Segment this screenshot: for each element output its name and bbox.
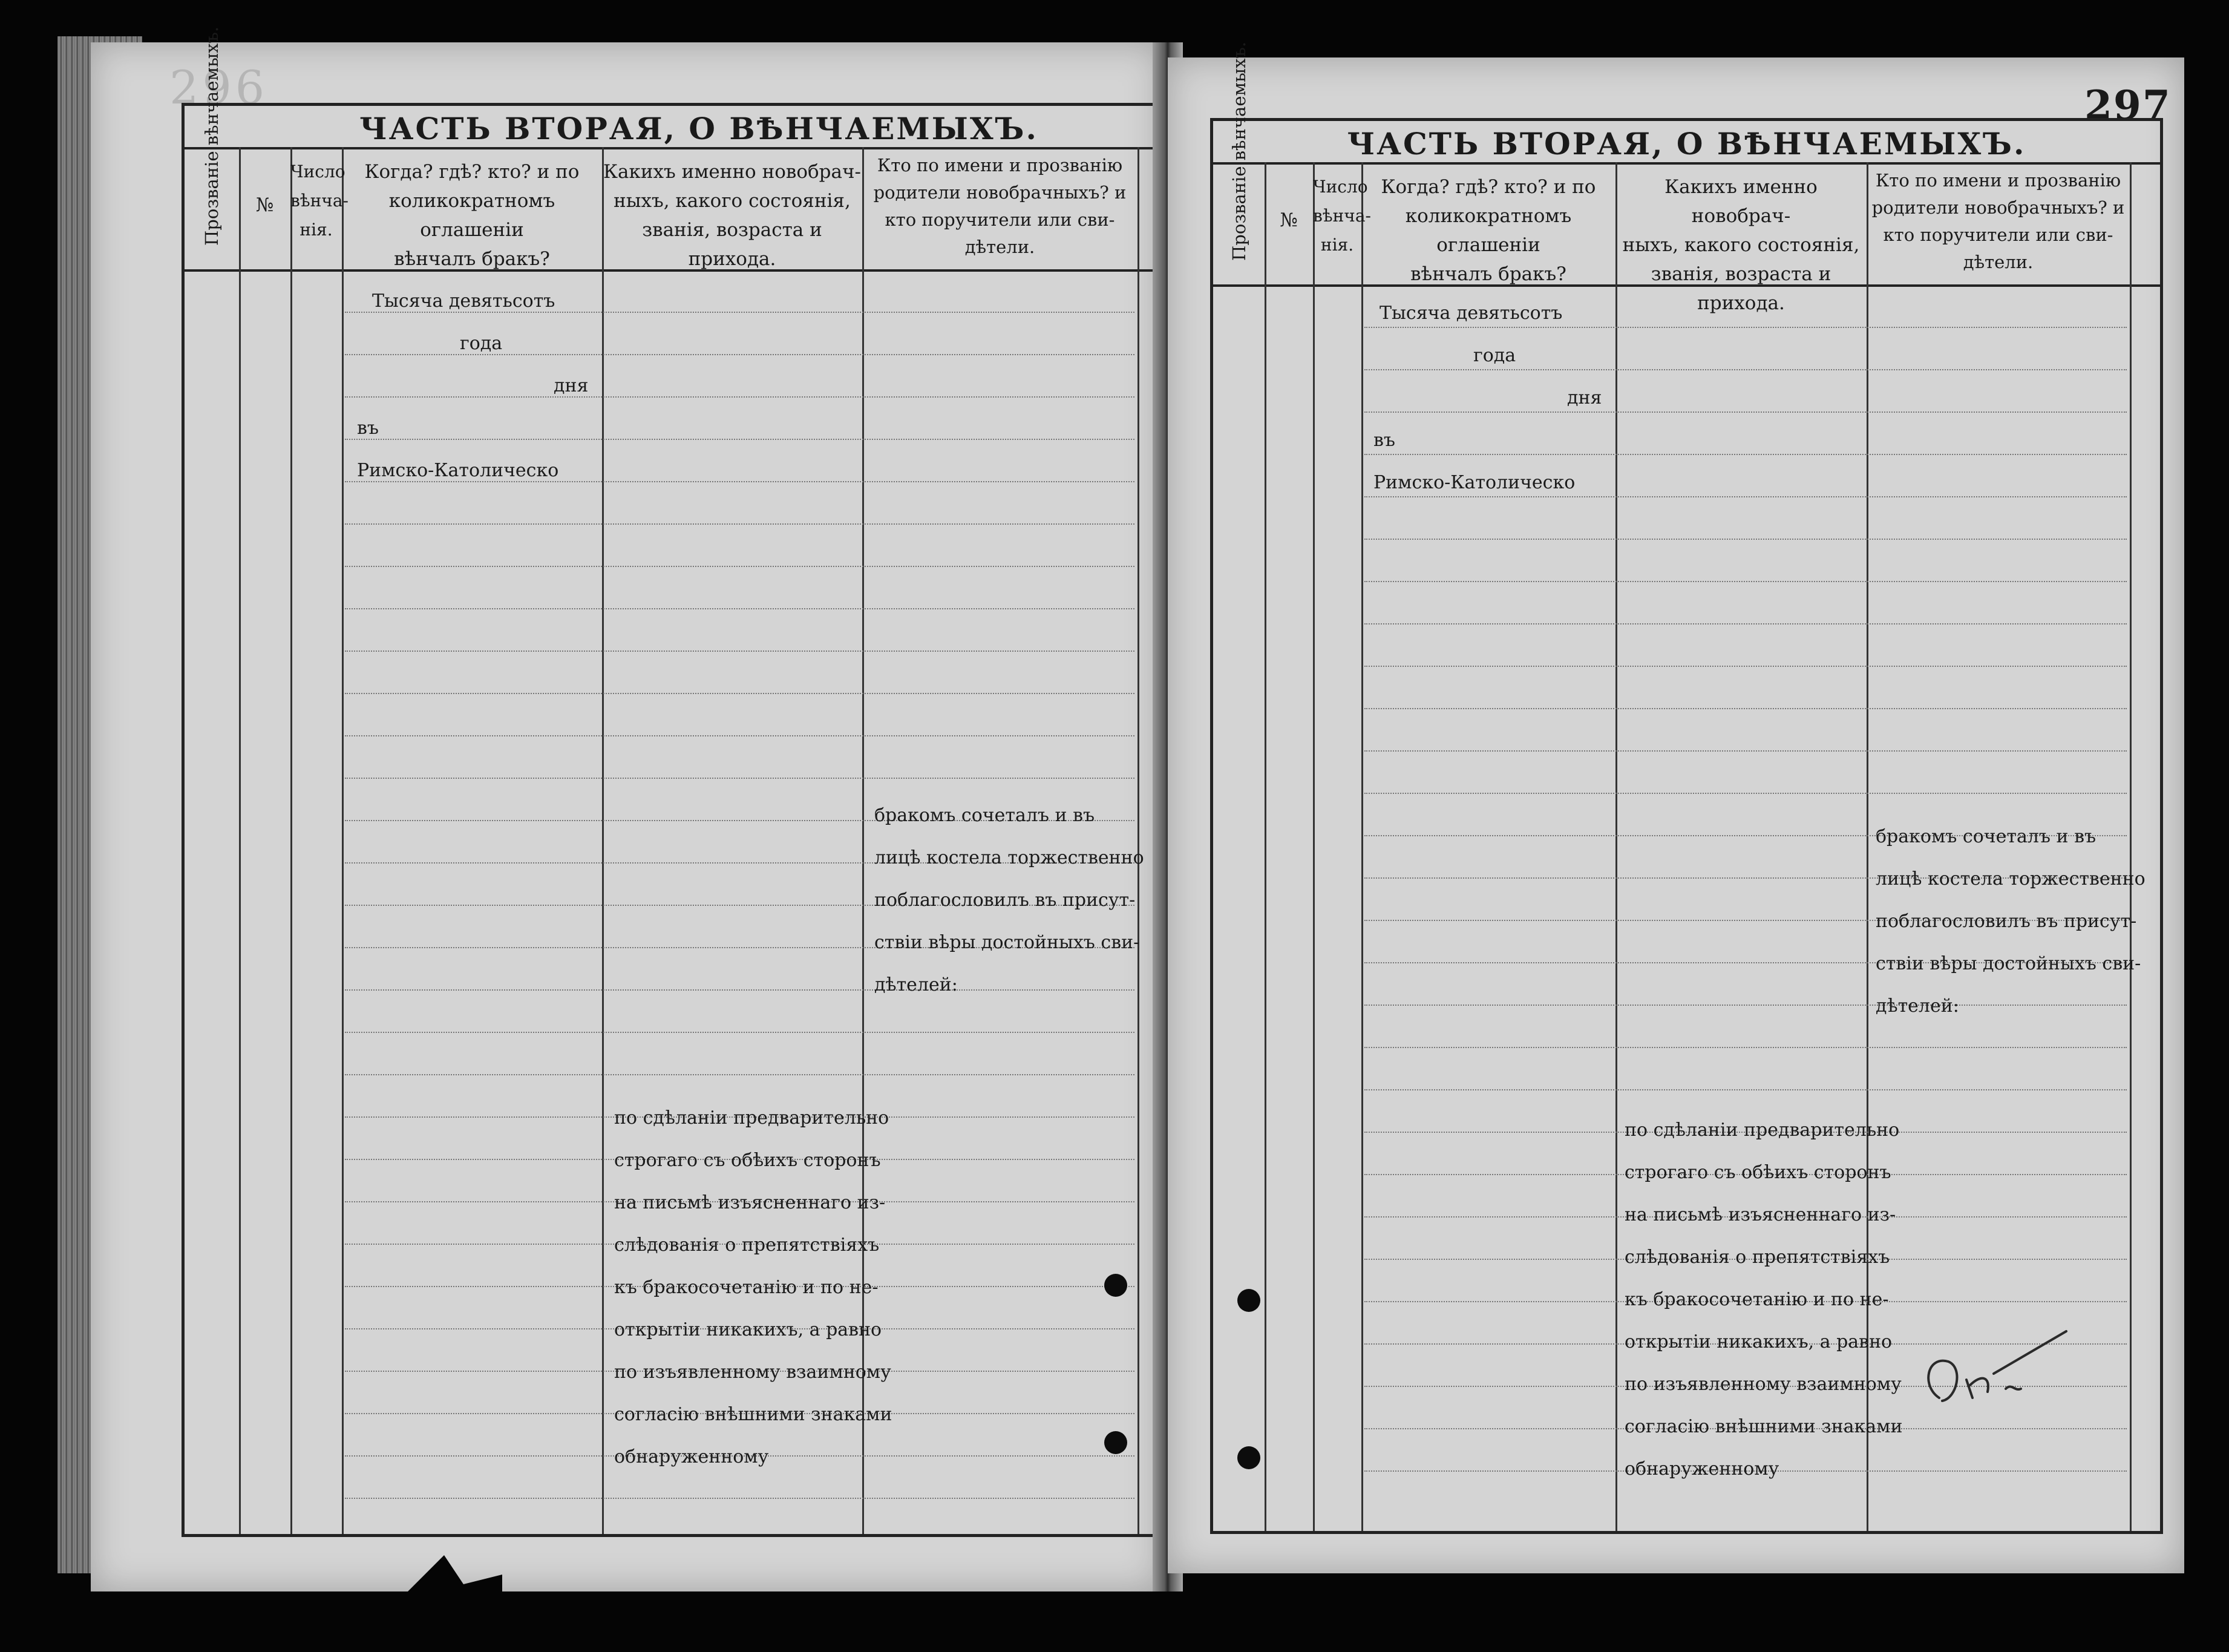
blessing-line-4: ствiи вѣры достойныхъ сви- bbox=[1876, 953, 2141, 974]
inquiry-line-3: на письмѣ изъясненнаго из- bbox=[614, 1192, 886, 1213]
blessing-line-2: лицѣ костела торжественно bbox=[874, 847, 1144, 868]
right-page bbox=[1168, 41, 2184, 1573]
inquiry-line-1: по сдѣланiи предварительно bbox=[614, 1107, 889, 1129]
page-number: 297 bbox=[2084, 82, 2172, 129]
blessing-line-3: поблагословилъ въ присут- bbox=[874, 890, 1136, 911]
when-line-2: года bbox=[460, 333, 503, 354]
blessing-line-4: ствiи вѣры достойныхъ сви- bbox=[874, 932, 1140, 953]
header-who: Какихъ именно новобрач- ныхъ, какого состоянія, званія, возраста и прихода. bbox=[1622, 176, 1860, 314]
blessing-line-2: лицѣ костела торжественно bbox=[1876, 868, 2146, 890]
blessing-line-5: дѣтелей: bbox=[1876, 995, 1959, 1017]
inquiry-line-8: согласію внѣшними знаками bbox=[1625, 1416, 1903, 1437]
blessing-line-3: поблагословилъ въ присут- bbox=[1876, 911, 2137, 932]
inquiry-line-5: къ бракосочетанію и по не- bbox=[614, 1277, 879, 1298]
torn-corner bbox=[405, 1555, 502, 1652]
binding-hole bbox=[1237, 1446, 1260, 1469]
header-number: № bbox=[255, 194, 274, 216]
when-line-5: Римско-Католическо bbox=[357, 460, 559, 481]
when-line-1: Тысяча девятьсотъ bbox=[372, 290, 555, 312]
when-line-1: Тысяча девятьсотъ bbox=[1380, 303, 1563, 324]
header-who: Какихъ именно новобрач- ныхъ, какого состоянія, званія, возраста и прихода. bbox=[603, 161, 861, 270]
binding-hole bbox=[1104, 1274, 1127, 1297]
bleed-through-page-number: 296 bbox=[169, 61, 269, 114]
inquiry-line-6: открытіи никакихъ, а равно bbox=[1625, 1331, 1893, 1352]
inquiry-line-8: согласію внѣшними знаками bbox=[614, 1404, 892, 1425]
binding-hole bbox=[1237, 1289, 1260, 1312]
left-page bbox=[91, 26, 1162, 1591]
blessing-line-1: бракомъ сочеталъ и въ bbox=[1876, 826, 2096, 847]
inquiry-line-9: обнаруженному bbox=[1625, 1458, 1779, 1480]
inquiry-line-7: по изъявленному взаимному bbox=[614, 1362, 891, 1383]
when-line-5: Римско-Католическо bbox=[1373, 472, 1576, 493]
binding-hole bbox=[1104, 1431, 1127, 1454]
inquiry-line-9: обнаруженному bbox=[614, 1446, 769, 1467]
when-line-3: дня bbox=[1567, 387, 1602, 408]
inquiry-line-4: слѣдованія о препятствiяхъ bbox=[1625, 1247, 1890, 1268]
page-title: ЧАСТЬ ВТОРАЯ, О ВѢНЧАЕМЫХЪ. bbox=[359, 111, 1038, 146]
when-line-4: въ bbox=[1373, 430, 1395, 451]
blessing-line-5: дѣтелей: bbox=[874, 974, 958, 995]
inquiry-line-4: слѣдованія о препятствiяхъ bbox=[614, 1234, 880, 1256]
header-when: Когда? гдѣ? кто? и по коликократномъ оглашенiи вѣнчалъ бракъ? bbox=[1381, 176, 1596, 285]
inquiry-line-5: къ бракосочетанію и по не- bbox=[1625, 1289, 1889, 1310]
header-number: № bbox=[1280, 209, 1298, 231]
inquiry-line-1: по сдѣланiи предварительно bbox=[1625, 1119, 1900, 1141]
page-title: ЧАСТЬ ВТОРАЯ, О ВѢНЧАЕМЫХЪ. bbox=[1347, 126, 2026, 162]
inquiry-line-2: строгаго съ обѣихъ сторонъ bbox=[614, 1150, 881, 1171]
blessing-line-1: бракомъ сочеталъ и въ bbox=[874, 805, 1095, 826]
when-line-2: года bbox=[1473, 345, 1516, 366]
when-line-4: въ bbox=[357, 418, 379, 439]
header-surname: Прозванiе вѣнчаемыхъ. bbox=[201, 26, 222, 246]
when-line-3: дня bbox=[554, 375, 589, 396]
header-count: Число вѣнча- нія. bbox=[1313, 177, 1371, 255]
inquiry-line-3: на письмѣ изъясненнаго из- bbox=[1625, 1204, 1896, 1225]
header-count: Число вѣнча- нія. bbox=[290, 162, 349, 240]
header-surname: Прозванiе вѣнчаемыхъ. bbox=[1229, 41, 1249, 261]
header-parents: Кто по имени и прозванію родители новобрачныхъ? и кто поручители или сви- дѣтели. bbox=[873, 155, 1127, 257]
header-when: Когда? гдѣ? кто? и по коликократномъ оглашенiи вѣнчалъ бракъ? bbox=[364, 161, 580, 270]
header-parents: Кто по имени и прозванію родители новобрачныхъ? и кто поручители или сви- дѣтели. bbox=[1871, 170, 2125, 272]
inquiry-line-7: по изъявленному взаимному bbox=[1625, 1374, 1902, 1395]
handwritten-mark bbox=[1915, 1325, 2072, 1422]
inquiry-line-2: строгаго съ обѣихъ сторонъ bbox=[1625, 1162, 1891, 1183]
inquiry-line-6: открытіи никакихъ, а равно bbox=[614, 1319, 882, 1340]
